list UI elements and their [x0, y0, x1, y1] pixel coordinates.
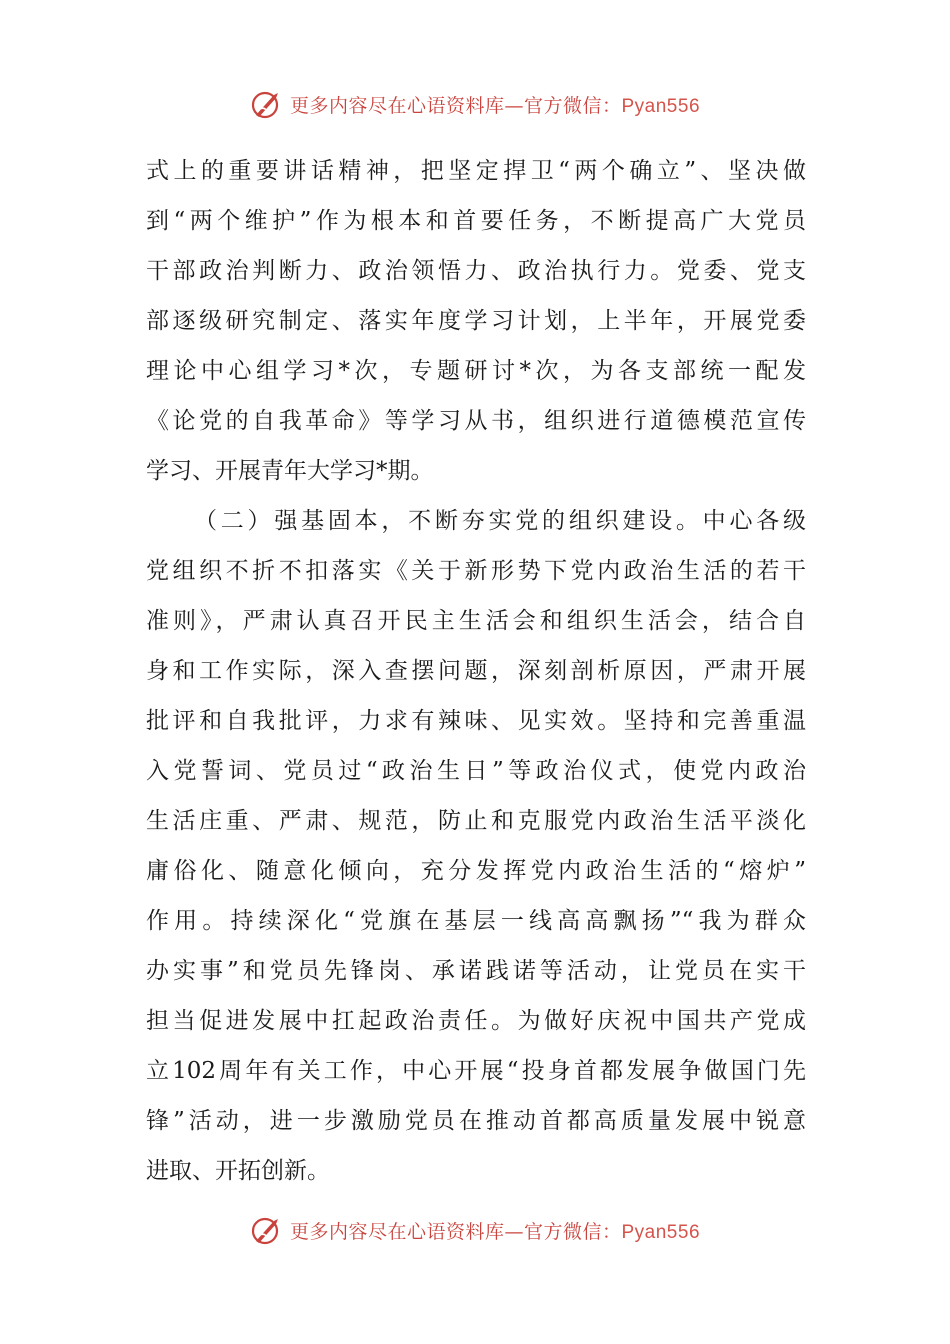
banner-handle: Pyan556	[621, 1221, 701, 1243]
document-body	[146, 146, 806, 1196]
text-line: 生活庄重、严肃、规范，防止和克服党内政治生活平淡化	[146, 808, 806, 834]
banner-main-text: 更多内容尽在心语资料库	[289, 1220, 505, 1243]
text-line: 批评和自我批评，力求有辣味、见实效。坚持和完善重温	[146, 708, 806, 734]
pen-logo-icon	[250, 1213, 284, 1247]
text-line: 庸俗化、随意化倾向，充分发挥党内政治生活的“熔炉”	[146, 858, 806, 884]
text-line: 党组织不折不扣落实《关于新形势下党内政治生活的若干	[146, 558, 806, 584]
text-line: 部逐级研究制定、落实年度学习计划，上半年，开展党委	[146, 308, 806, 334]
text-line: 作用。持续深化“党旗在基层一线高高飘扬”“我为群众	[146, 908, 806, 934]
text-line: 准则》，严肃认真召开民主生活会和组织生活会，结合自	[146, 608, 806, 634]
text-line: 干部政治判断力、政治领悟力、政治执行力。党委、党支	[146, 258, 806, 284]
text-line: 进取、开拓创新。	[146, 1158, 330, 1184]
text-line: 身和工作实际，深入查摆问题，深刻剖析原因，严肃开展	[146, 658, 806, 684]
banner-official-label: 官方微信：	[523, 1220, 622, 1243]
header-banner	[0, 84, 950, 124]
text-line: 式上的重要讲话精神，把坚定捍卫“两个确立”、坚决做	[146, 158, 806, 184]
paragraph-1	[146, 146, 806, 496]
text-line: 担当促进发展中扛起政治责任。为做好庆祝中国共产党成	[146, 1008, 806, 1034]
text-line: 《论党的自我革命》等学习从书，组织进行道德模范宣传	[146, 408, 806, 434]
text-line: 入党誓词、党员过“政治生日”等政治仪式，使党内政治	[146, 758, 806, 784]
banner-handle: Pyan556	[621, 95, 701, 117]
banner-official-label: 官方微信：	[523, 94, 622, 117]
text-line: （二）强基固本，不断夯实党的组织建设。中心各级	[194, 508, 806, 534]
text-line: 理论中心组学习*次，专题研讨*次，为各支部统一配发	[146, 358, 806, 384]
banner-dash: —	[504, 1220, 524, 1243]
text-line: 锋”活动，进一步激励党员在推动首都高质量发展中锐意	[146, 1108, 806, 1134]
text-line: 学习、开展青年大学习*期。	[146, 458, 434, 484]
text-line: 办实事”和党员先锋岗、承诺践诺等活动，让党员在实干	[146, 958, 806, 984]
text-line: 到“两个维护”作为根本和首要任务，不断提高广大党员	[146, 208, 806, 234]
paragraph-2	[146, 496, 806, 1196]
footer-banner	[0, 1210, 950, 1250]
banner-dash: —	[504, 94, 524, 117]
banner-main-text: 更多内容尽在心语资料库	[289, 94, 505, 117]
pen-logo-icon	[250, 87, 284, 121]
text-line: 立102周年有关工作，中心开展“投身首都发展争做国门先	[146, 1058, 806, 1084]
